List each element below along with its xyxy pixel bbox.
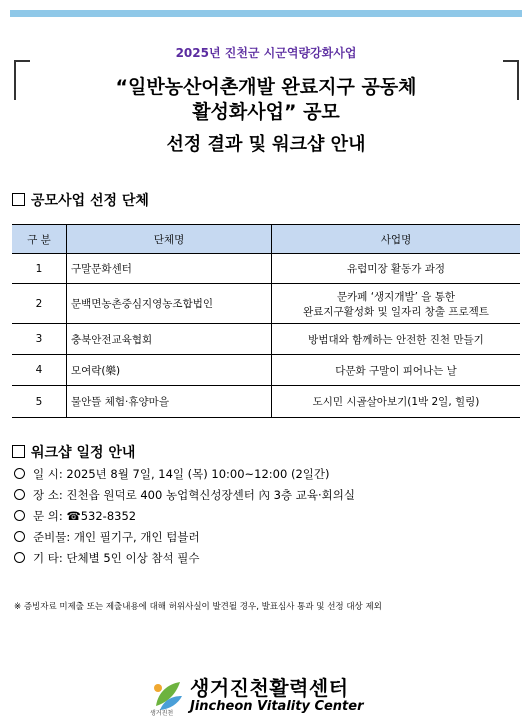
table-row [12,324,520,355]
info-item-datetime: 일 시: 2025년 8월 7일, 14일 (목) 10:00~12:00 (2일간) [14,464,355,485]
center-logo [148,672,388,718]
info-label: 문 의 [33,509,59,523]
info-label: 기 타 [33,551,59,565]
supertitle: 2025년 진천군 시군역량강화사업 [175,46,357,60]
info-value: ☎532-8352 [66,509,137,523]
cell-no: 5 [12,386,67,418]
cell-group: 모여락(樂) [67,355,272,386]
cell-business: 유럽미장 활동가 과정 [272,254,521,284]
section-heading-workshop [12,442,135,462]
info-value: 2025년 8월 7일, 14일 (목) 10:00~12:00 (2일간) [66,467,330,481]
logo-english-text: Jincheon Vitality Center [190,699,364,714]
info-label: 장 소 [33,488,59,502]
circle-bullet-icon [14,510,25,521]
info-label: 일 시 [33,467,59,481]
column-header: 사업명 [272,225,521,254]
section-heading-text: 공모사업 선정 단체 [31,193,149,209]
circle-bullet-icon [14,552,25,563]
cell-group: 충북안전교육협회 [67,324,272,355]
cell-business: 방범대와 함께하는 안전한 진천 만들기 [272,324,521,355]
circle-bullet-icon [14,531,25,542]
info-value: 단체별 5인 이상 참석 필수 [66,551,200,565]
cell-business [272,284,521,324]
info-item-supplies: 준비물: 개인 필기구, 개인 텀블러 [14,527,355,548]
cell-business: 도시민 시골살아보기(1박 2일, 힐링) [272,386,521,418]
selection-table [12,224,520,418]
info-item-other: 기 타: 단체별 5인 이상 참석 필수 [14,548,355,569]
cell-group: 물안뜰 체험·휴양마을 [67,386,272,418]
cell-no: 4 [12,355,67,386]
cell-group: 구말문화센터 [67,254,272,284]
info-item-location: 장 소: 진천읍 원덕로 400 농업혁신성장센터 內 3층 교육·회의실 [14,485,355,506]
page-title-line2: 활성화사업” 공모 [192,101,340,123]
top-accent-bar [10,10,522,17]
section-heading-text: 워크샵 일정 안내 [31,445,136,461]
workshop-info-list [14,464,355,569]
circle-bullet-icon [14,468,25,479]
table-header-row [12,225,520,254]
info-item-contact: 문 의: ☎532-8352 [14,506,355,527]
cell-business-line1: 문카페 ‘생지개발’ 을 통한 [336,290,456,303]
footnote: ※ 증빙자료 미제출 또는 제출내용에 대해 허위사실이 발견될 경우, 발표심사 통과 및 선정 대상 제외 [14,602,382,612]
table-row [12,355,520,386]
logo-korean-text: 생거진천활력센터 [190,676,349,700]
cell-business-line2: 완료지구활성화 및 일자리 창출 프로젝트 [303,305,489,318]
checkbox-square-icon [12,445,25,458]
table-row [12,254,520,284]
circle-bullet-icon [14,489,25,500]
page-subtitle: 선정 결과 및 워크샵 안내 [166,134,366,155]
cell-no: 2 [12,284,67,324]
page-title-line1: “일반농산어촌개발 완료지구 공동체 [115,76,417,98]
column-header: 단체명 [67,225,272,254]
section-heading-selection [12,190,149,210]
table-row [12,284,520,324]
table-row [12,386,520,418]
info-label: 준비물 [33,530,67,544]
info-value: 진천읍 원덕로 400 농업혁신성장센터 內 3층 교육·회의실 [66,488,355,502]
logo-mini-text: 생거진천 [150,710,174,717]
checkbox-square-icon [12,193,25,206]
cell-no: 1 [12,254,67,284]
cell-business: 다문화 구말이 피어나는 날 [272,355,521,386]
info-value: 개인 필기구, 개인 텀블러 [73,530,200,544]
cell-no: 3 [12,324,67,355]
cell-group: 문백면농촌중심지영농조합법인 [67,284,272,324]
column-header: 구 분 [12,225,67,254]
